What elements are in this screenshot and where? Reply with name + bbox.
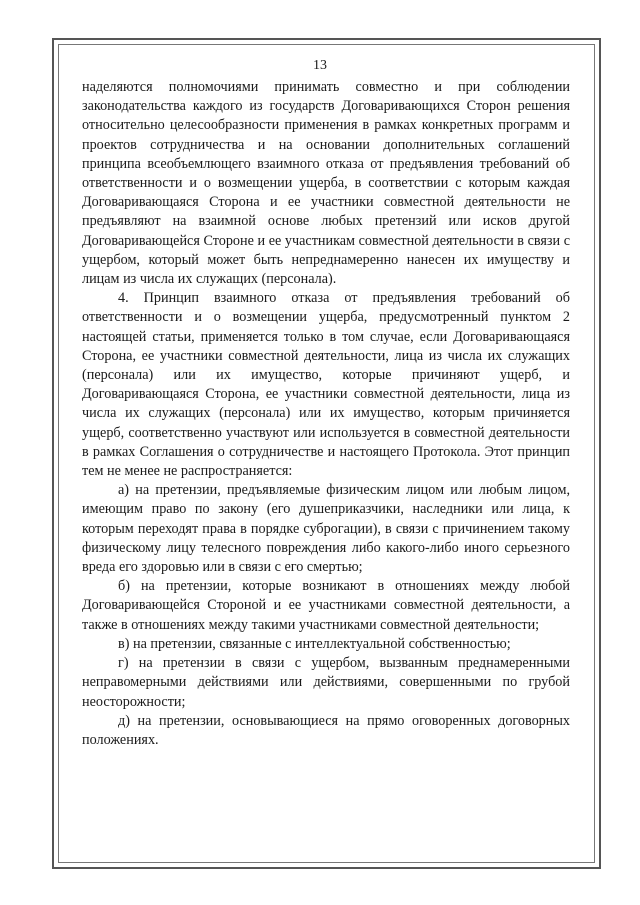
page-number: 13 [313, 58, 327, 73]
paragraph-item-b: б) на претензии, которые возникают в отношениях между любой Договаривающейся Стороной и ее участниками совместной деятельности, а также в отношениях между такими участниками совместной деятельности; [82, 578, 570, 633]
paragraph-item-g: г) на претензии в связи с ущербом, вызванным преднамеренными неправомерными действиями или действиями, совершенными по грубой неосторожности; [82, 655, 570, 710]
document-body [82, 78, 570, 750]
paragraph-continuation: наделяются полномочиями принимать совместно и при соблюдении законодательства каждого из государств Договаривающихся Сторон решения относительно целесообразности применения в рамках конкретных программ и проектов сотрудничества и на основании дополнительных соглашений принципа всеобъемлющего взаимного отказа от предъявления требований об ответственности и о возмещении ущерба, в соответствии с которым каждая Договаривающаяся Сторона и ее участники совместной деятельности не предъявляют на взаимной основе любых претензий или исков другой Договаривающейся Стороне и ее участникам совместной деятельности в связи с ущербом, который может быть непреднамеренно нанесен их имуществу и лицам из числа их служащих (персонала). [82, 79, 570, 288]
paragraph-clause-4: 4. Принцип взаимного отказа от предъявления требований об ответственности и о возмещении ущерба, предусмотренный пунктом 2 настоящей статьи, применяется только в том случае, если Договаривающаяся Сторона, ее участники совместной деятельности, лица из числа их служащих (персонала) или их имущество, которые причиняют ущерб, и Договаривающаяся Сторона, ее участники совместной деятельности, лица из числа их служащих (персонала) или их имущество, которым причиняется ущерб, соответственно участвуют или используется в совместной деятельности в рамках Соглашения о сотрудничестве и настоящего Протокола. Этот принцип тем не менее не распространяется: [82, 290, 570, 480]
paragraph-item-d: д) на претензии, основывающиеся на прямо оговоренных договорных положениях. [82, 712, 570, 748]
paragraph-item-v: в) на претензии, связанные с интеллектуальной собственностью; [118, 635, 511, 652]
paragraph-item-a: а) на претензии, предъявляемые физическим лицом или любым лицом, имеющим право по закону (его душеприказчики, наследники или лица, к которым переходят права в порядке суброгации), в связи с причинением такому физическому лицу телесного повреждения либо какого-либо иного серьезного вреда его здоровью или в связи с его смертью; [82, 482, 570, 576]
